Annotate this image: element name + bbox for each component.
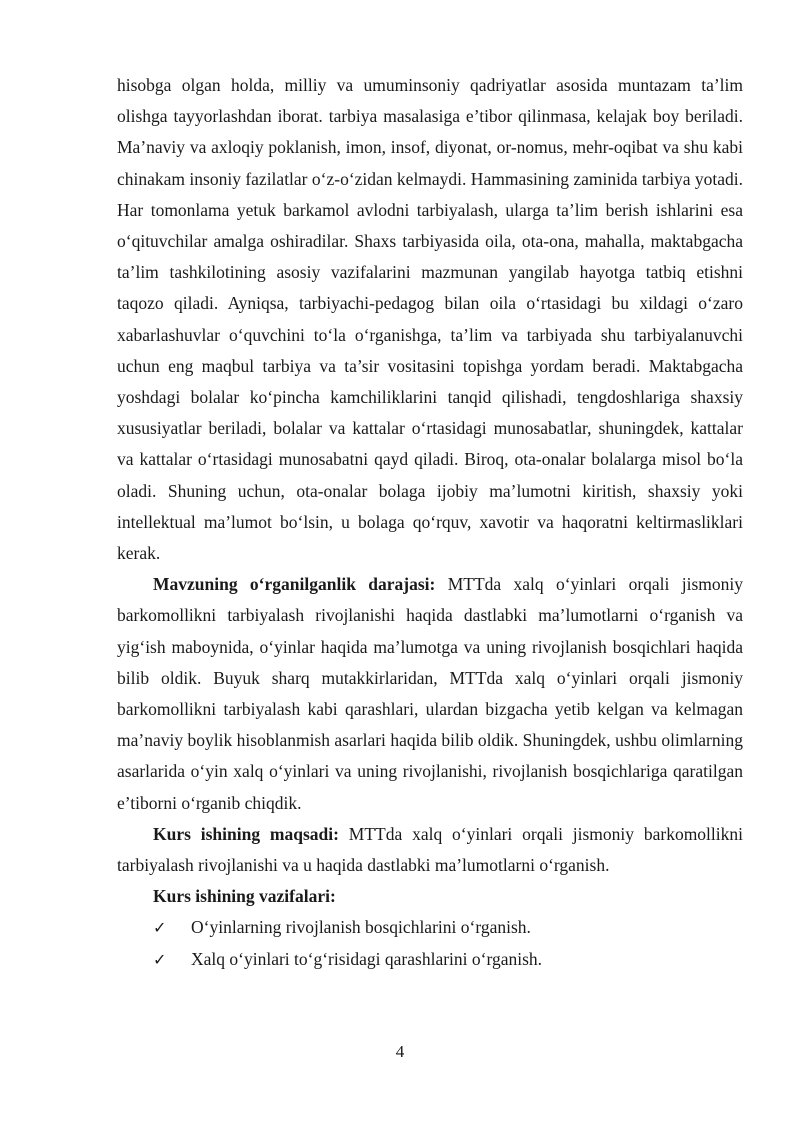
list-item	[117, 944, 743, 975]
checkmark-icon: ✓	[153, 949, 167, 969]
goal-heading: Kurs ishining maqsadi:	[153, 823, 339, 844]
list-item	[117, 912, 743, 943]
goal-text: MTTda xalq o‘yinlari orqali jismoniy barkomollikni tarbiyalash rivojlanishi va u haqida dastlabki ma’lumotlarni o‘rganish.	[117, 823, 744, 876]
tasks-heading: Kurs ishining vazifalari:	[153, 886, 336, 907]
research-level-heading: Mavzuning o‘rganilganlik darajasi:	[153, 574, 436, 595]
body-paragraph-3	[117, 819, 743, 881]
document-page	[117, 70, 743, 975]
body-paragraph-1: hisobga olgan holda, milliy va umuminsoniy qadriyatlar asosida muntazam ta’lim olishga tayyorlashdan iborat. tarbiya masalasiga e’tibor qilinmasa, kelajak boy beriladi. Ma’naviy va axloqiy poklanish, imon, insof, diyonat, or-nomus, mehr-oqibat va shu kabi chinakam insoniy fazilatlar o‘z-o‘zidan kelmaydi. Hammasining zaminida tarbiya yotadi. Har tomonlama yetuk barkamol avlodni tarbiyalash, ularga ta’lim berish ishlarini esa o‘qituvchilar amalga oshiradilar. Shaxs tarbiyasida oila, ota-ona, mahalla, maktabgacha ta’lim tashkilotining asosiy vazifalarini mazmunan yangilab hayotga tatbiq etishni taqozo qiladi. Ayniqsa, tarbiyachi-pedagog bilan oila o‘rtasidagi bu xildagi o‘zaro xabarlashuvlar o‘quvchini to‘la o‘rganishga, ta’lim va tarbiyada shu tarbiyalanuvchi uchun eng maqbul tarbiya va ta’sir vositasini topishga yordam beradi. Maktabgacha yoshdagi bolalar ko‘pincha kamchiliklarini tanqid qilishadi, tengdoshlariga shaxsiy xususiyatlar beriladi, bolalar va kattalar o‘rtasidagi munosabatlar, shuningdek, kattalar va kattalar o‘rtasidagi munosabatni qayd qiladi. Biroq, ota-onalar bolalarga misol bo‘la oladi. Shuning uchun, ota-onalar bolaga ijobiy ma’lumotni kiritish, shaxsiy yoki intellektual ma’lumot bo‘lsin, u bolaga qo‘rquv, xavotir va haqoratni keltirmasliklari kerak.	[117, 75, 743, 564]
list-item-text: Xalq o‘yinlari to‘g‘risidagi qarashlarini o‘rganish.	[191, 948, 543, 969]
tasks-list	[117, 912, 743, 974]
page-number: 4	[395, 1042, 405, 1061]
list-item-text: O‘yinlarning rivojlanish bosqichlarini o‘rganish.	[191, 917, 531, 938]
research-level-text: MTTda xalq o‘yinlari orqali jismoniy barkomollikni tarbiyalash rivojlanishi haqida dastlabki ma’lumotlarni o‘rganish va yig‘ish maboynida, o‘yinlar haqida ma’lumotga va uning rivojlanish bosqichlari haqida bilib oldik. Buyuk sharq mutakkirlaridan, MTTda xalq o‘yinlari orqali jismoniy barkomollikni tarbiyalash kabi qarashlari, ulardan bizgacha yetib kelgan va kelmagan ma’naviy boylik hisoblanmish asarlari haqida bilib oldik. Shuningdek, ushbu olimlarning asarlarida o‘yin xalq o‘yinlari va uning rivojlanishi, rivojlanish bosqichlariga qaratilgan e’tiborni o‘rganib chiqdik.	[117, 574, 743, 813]
checkmark-icon: ✓	[153, 918, 167, 938]
body-paragraph-2	[117, 569, 743, 819]
